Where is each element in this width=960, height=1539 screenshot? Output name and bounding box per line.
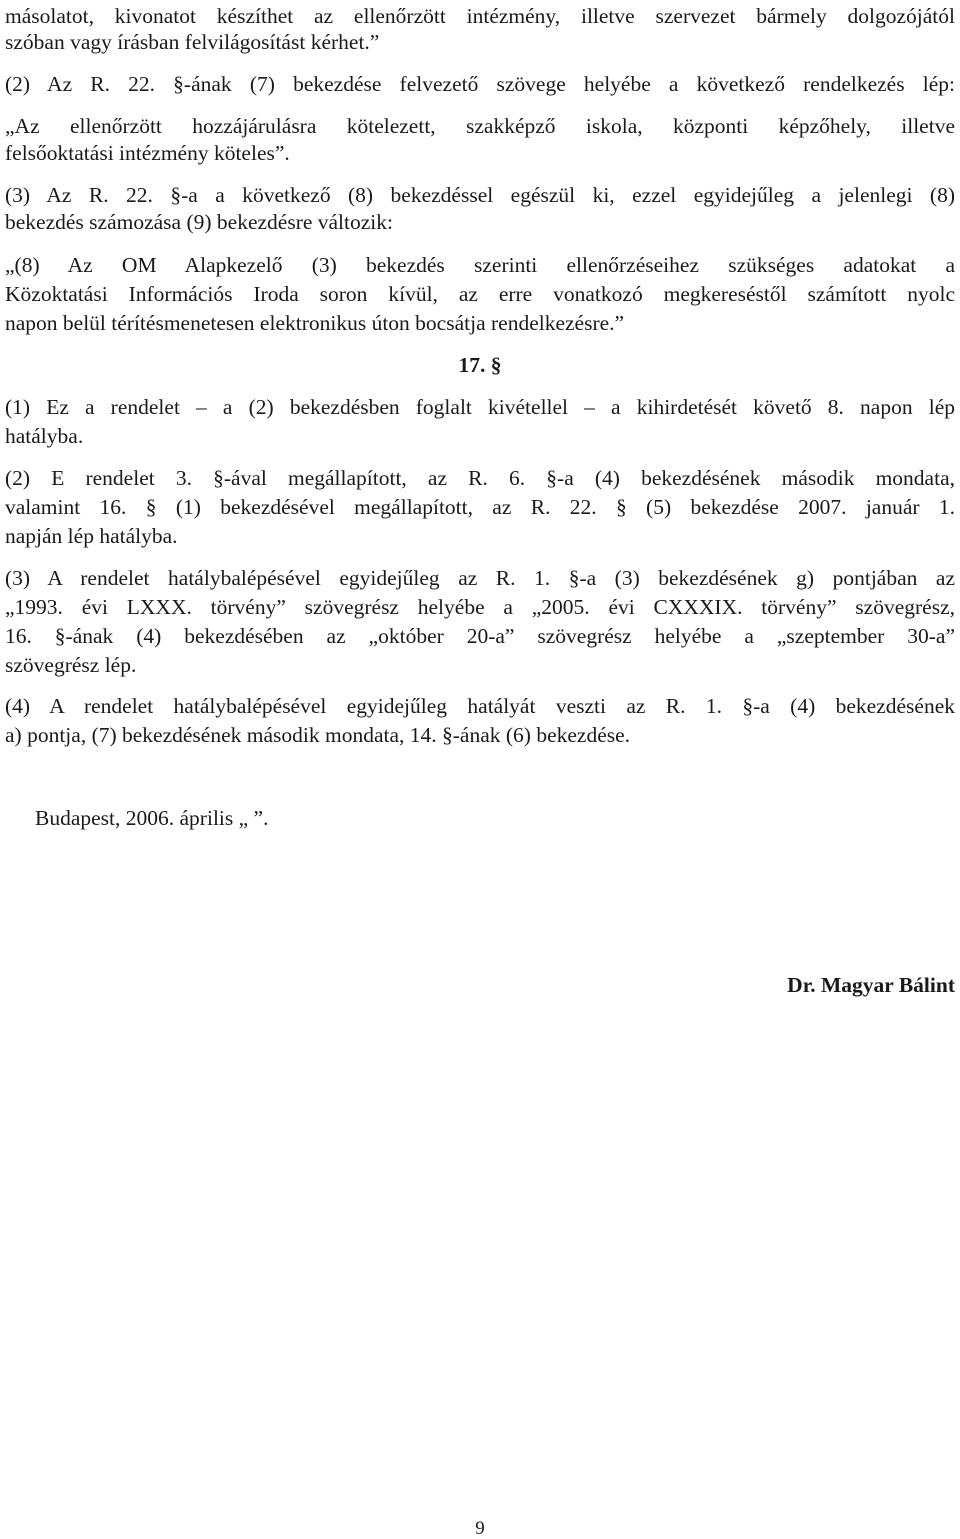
text-line: (1) Ez a rendelet – a (2) bekezdésben foglalt kivétellel – a kihirdetését követő 8. napon lép (5, 395, 955, 419)
text-line: szóban vagy írásban felvilágosítást kérhet.” (5, 30, 380, 54)
text-line: hatályba. (5, 424, 84, 448)
text-line: másolatot, kivonatot készíthet az ellenőrzött intézmény, illetve szervezet bármely dolgozójától (5, 4, 955, 28)
place-date: Budapest, 2006. április „ ”. (35, 806, 269, 830)
text-line: felsőoktatási intézmény köteles”. (5, 141, 290, 165)
text-line: napon belül térítésmenetesen elektronikus úton bocsátja rendelkezésre.” (5, 311, 625, 335)
text-line: (3) A rendelet hatálybalépésével egyidejűleg az R. 1. §-a (3) bekezdésének g) pontjában az (5, 566, 955, 590)
text-line: „(8) Az OM Alapkezelő (3) bekezdés szerinti ellenőrzéseihez szükséges adatokat a (5, 253, 955, 277)
text-line: bekezdés számozása (9) bekezdésre változik: (5, 210, 393, 234)
text-line: Közoktatási Információs Iroda soron kívül, az erre vonatkozó megkereséstől számított nyolc (5, 282, 955, 306)
text-line: napján lép hatályba. (5, 524, 178, 548)
page-number: 9 (475, 1518, 485, 1539)
text-line: (2) E rendelet 3. §-ával megállapított, az R. 6. §-a (4) bekezdésének második mondata, (5, 466, 955, 490)
text-line: 16. §-ának (4) bekezdésében az „október 20-a” szövegrész helyébe a „szeptember 30-a” (5, 624, 955, 648)
section-heading: 17. § (458, 353, 502, 377)
text-line: (3) Az R. 22. §-a a következő (8) bekezdéssel egészül ki, ezzel egyidejűleg a jelenlegi (8) (5, 183, 955, 207)
text-line: a) pontja, (7) bekezdésének második mondata, 14. §-ának (6) bekezdése. (5, 723, 631, 747)
signature: Dr. Magyar Bálint (787, 973, 955, 997)
text-line: „Az ellenőrzött hozzájárulásra kötelezett, szakképző iskola, központi képzőhely, illetve (5, 114, 955, 138)
text-line: valamint 16. § (1) bekezdésével megállapított, az R. 22. § (5) bekezdése 2007. január 1. (5, 495, 955, 519)
text-line: szövegrész lép. (5, 653, 137, 677)
text-line: (4) A rendelet hatálybalépésével egyidejűleg hatályát veszti az R. 1. §-a (4) bekezdésének (5, 694, 955, 718)
text-line: „1993. évi LXXX. törvény” szövegrész helyébe a „2005. évi CXXXIX. törvény” szövegrész, (5, 595, 955, 619)
text-line: (2) Az R. 22. §-ának (7) bekezdése felvezető szövege helyébe a következő rendelkezés lép: (5, 72, 955, 96)
